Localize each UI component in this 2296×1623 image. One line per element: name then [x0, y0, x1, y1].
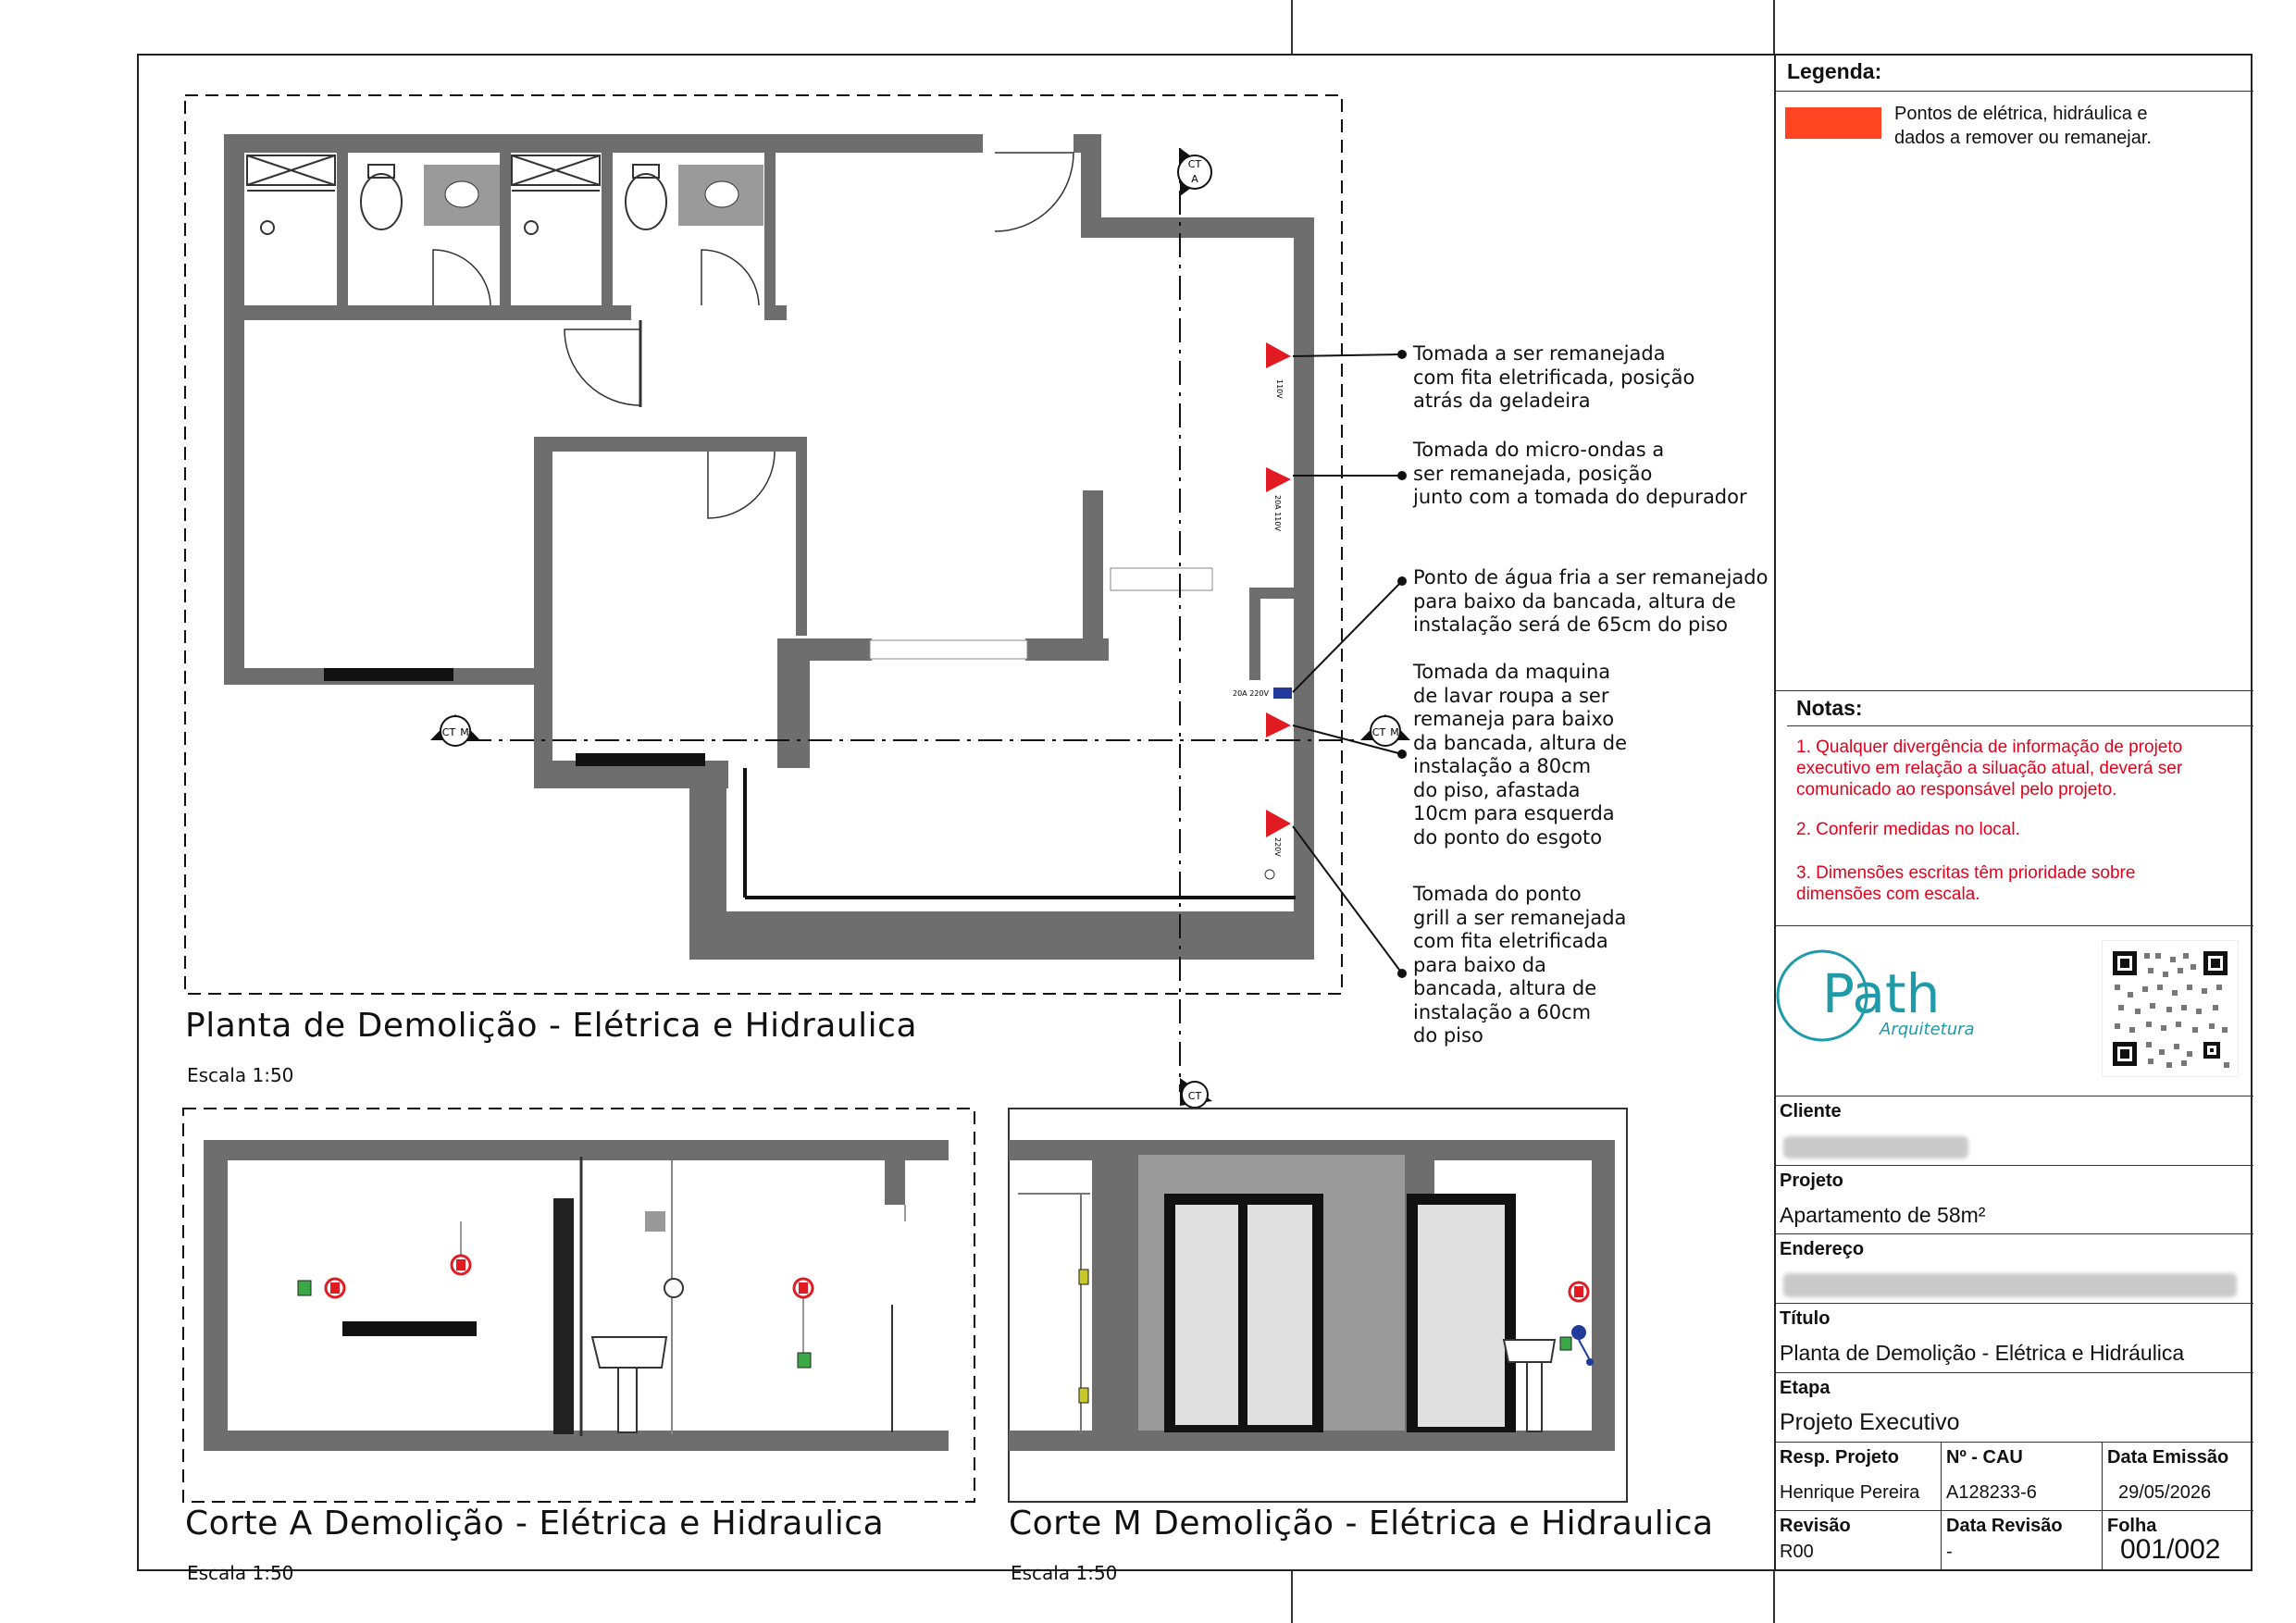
note-3: 3. Dimensões escritas têm prioridade sobre dimensões com escala. — [1796, 863, 2136, 904]
svg-text:CT: CT — [1187, 158, 1202, 170]
projeto-value: Apartamento de 58m² — [1780, 1203, 1986, 1227]
qr-code — [2102, 940, 2239, 1077]
note-1: 1. Qualquer divergência de informação de projeto executivo em relação a siluação atual, deverá ser comunicado ao responsável pelo projeto. — [1796, 737, 2183, 799]
cau-label: Nº - CAU — [1946, 1447, 2023, 1468]
annotation-fridge-outlet: Tomada a ser remanejada com fita eletrificada, posição atrás da geladeira — [1413, 342, 1695, 412]
emissao-value: 29/05/2026 — [2118, 1482, 2212, 1503]
svg-text:A: A — [1191, 173, 1198, 185]
revisao-value: R00 — [1780, 1542, 1814, 1562]
cliente-value-redacted — [1783, 1136, 1968, 1158]
folha-label: Folha — [2107, 1516, 2157, 1536]
svg-text:M: M — [460, 726, 469, 738]
annotation-washer-outlet: Tomada da maquina de lavar roupa a ser remaneja para baixo da bancada, altura de instalação a 80cm do piso, afastada 10cm para esquerda do ponto do esgoto — [1413, 661, 1628, 849]
resp-value: Henrique Pereira — [1780, 1482, 1920, 1503]
cau-value: A128233-6 — [1946, 1482, 2037, 1503]
plan-title: Planta de Demolição - Elétrica e Hidraulica — [185, 1007, 918, 1045]
section-m-scale: Escala 1:50 — [1011, 1562, 1118, 1584]
tb-col-divider — [2102, 1442, 2103, 1569]
data-revisao-label: Data Revisão — [1946, 1516, 2063, 1536]
title-block-panel — [1774, 56, 2252, 1569]
titulo-value: Planta de Demolição - Elétrica e Hidráulica — [1780, 1341, 2185, 1365]
crop-mark — [1773, 0, 1775, 54]
crop-mark — [1773, 1571, 1775, 1623]
endereco-value-redacted — [1783, 1273, 2237, 1297]
notes-heading: Notas: — [1796, 696, 1863, 720]
path-logo — [1776, 938, 2017, 1049]
legend-heading: Legenda: — [1787, 59, 1882, 83]
svg-text:220V: 220V — [1273, 837, 1282, 857]
projeto-label: Projeto — [1780, 1171, 1843, 1191]
section-a-scale: Escala 1:50 — [187, 1562, 294, 1584]
revisao-label: Revisão — [1780, 1516, 1851, 1536]
svg-text:110V: 110V — [1275, 379, 1284, 399]
folha-value: 001/002 — [2120, 1534, 2221, 1565]
emissao-label: Data Emissão — [2107, 1447, 2229, 1468]
svg-text:20A 220V: 20A 220V — [1233, 689, 1269, 698]
notes-rule-bottom — [1776, 925, 2253, 926]
cliente-label: Cliente — [1780, 1101, 1842, 1121]
etapa-label: Etapa — [1780, 1378, 1831, 1398]
annotation-microwave-outlet: Tomada do micro-ondas a ser remanejada, posição junto com a tomada do depurador — [1413, 439, 1747, 508]
data-revisao-value: - — [1946, 1542, 1953, 1562]
svg-text:M: M — [1390, 726, 1399, 738]
legend-swatch — [1785, 107, 1881, 139]
annotation-cold-water-point: Ponto de água fria a ser remanejado para baixo da bancada, altura de instalação será de 65cm do piso — [1413, 566, 1769, 636]
annotation-grill-outlet: Tomada do ponto grill a ser remanejada com fita eletrificada para baixo da bancada, altura de instalação a 60cm do piso — [1413, 883, 1627, 1047]
tb-rule — [1776, 1372, 2253, 1373]
legend-rule — [1776, 91, 2253, 92]
etapa-value: Projeto Executivo — [1780, 1409, 1960, 1435]
section-a-title: Corte A Demolição - Elétrica e Hidraulica — [185, 1505, 885, 1542]
tb-rule — [1776, 1165, 2253, 1166]
notes-rule-top — [1776, 690, 2253, 691]
notes-rule — [1787, 725, 2253, 726]
endereco-label: Endereço — [1780, 1239, 1865, 1259]
note-2: 2. Conferir medidas no local. — [1796, 820, 2020, 839]
titulo-label: Título — [1780, 1308, 1831, 1329]
plan-scale: Escala 1:50 — [187, 1064, 294, 1086]
tb-rule — [1776, 1303, 2253, 1304]
tb-rule — [1776, 1442, 2253, 1443]
section-m-title: Corte M Demolição - Elétrica e Hidraulica — [1009, 1505, 1714, 1542]
svg-text:Path: Path — [1822, 962, 1941, 1025]
tb-rule — [1776, 1233, 2253, 1234]
svg-text:CT: CT — [441, 726, 456, 738]
resp-label: Resp. Projeto — [1780, 1447, 1899, 1468]
legend-item-text: Pontos de elétrica, hidráulica e dados a remover ou remanejar. — [1894, 104, 2152, 148]
svg-text:CT: CT — [1187, 1090, 1202, 1102]
svg-text:20A 110V: 20A 110V — [1273, 495, 1282, 531]
svg-text:Arquitetura: Arquitetura — [1880, 1020, 1975, 1039]
tb-col-divider — [1941, 1442, 1942, 1569]
svg-text:CT: CT — [1371, 726, 1386, 738]
tb-rule — [1776, 1510, 2253, 1511]
